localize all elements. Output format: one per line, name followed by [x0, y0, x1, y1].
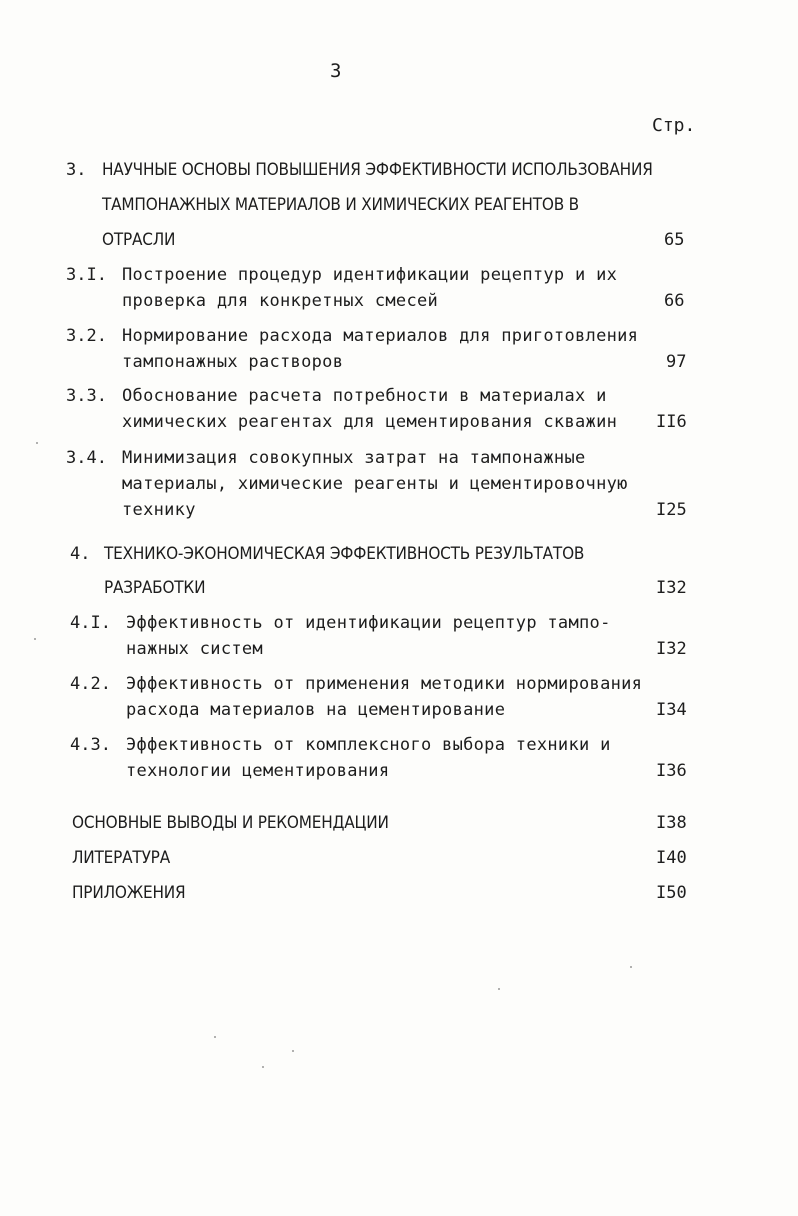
scan-speck — [630, 966, 632, 968]
scan-speck — [292, 1050, 294, 1052]
page-number: 3 — [330, 60, 342, 82]
toc-line: нажных систем — [126, 639, 263, 659]
toc-page: I50 — [656, 883, 687, 903]
toc-number: 3. — [66, 160, 87, 180]
toc-line: материалы, химические реагенты и цементировочную — [122, 474, 628, 494]
toc-line: Эффективность от комплексного выбора техники и — [126, 735, 611, 755]
toc-line: ПРИЛОЖЕНИЯ — [72, 883, 186, 903]
toc-page: 65 — [664, 230, 685, 250]
toc-page: 97 — [666, 352, 687, 372]
toc-line: НАУЧНЫЕ ОСНОВЫ ПОВЫШЕНИЯ ЭФФЕКТИВНОСТИ ИСПОЛЬЗОВАНИЯ — [102, 160, 653, 180]
scan-speck — [36, 442, 38, 444]
toc-page: I32 — [656, 639, 687, 659]
toc-line: ТАМПОНАЖНЫХ МАТЕРИАЛОВ И ХИМИЧЕСКИХ РЕАГЕНТОВ В — [102, 195, 579, 215]
toc-number: 3.4. — [66, 448, 107, 468]
toc-number: 4. — [70, 544, 91, 564]
toc-page: I36 — [656, 761, 687, 781]
toc-line: проверка для конкретных смесей — [122, 291, 439, 311]
toc-page: I34 — [656, 700, 687, 720]
toc-line: технику — [122, 500, 196, 520]
toc-page: I40 — [656, 848, 687, 868]
toc-line: ТЕХНИКО-ЭКОНОМИЧЕСКАЯ ЭФФЕКТИВНОСТЬ РЕЗУЛЬТАТОВ — [104, 544, 585, 564]
toc-line: РАЗРАБОТКИ — [104, 578, 206, 598]
toc-line: Построение процедур идентификации рецептур и их — [122, 265, 618, 285]
scan-speck — [262, 1066, 264, 1068]
toc-page: 66 — [664, 291, 685, 311]
scan-speck — [498, 988, 500, 990]
toc-number: 4.I. — [70, 613, 111, 633]
toc-line: Обоснование расчета потребности в материалах и — [122, 386, 607, 406]
toc-line: химических реагентах для цементирования скважин — [122, 412, 618, 432]
toc-line: ЛИТЕРАТУРА — [72, 848, 170, 868]
toc-line: тампонажных растворов — [122, 352, 344, 372]
toc-line: расхода материалов на цементирование — [126, 700, 506, 720]
toc-number: 3.3. — [66, 386, 107, 406]
toc-page: I38 — [656, 813, 687, 833]
toc-line: Минимизация совокупных затрат на тампонажные — [122, 448, 586, 468]
toc-page: I32 — [656, 578, 687, 598]
scan-speck — [34, 638, 36, 640]
toc-line: Нормирование расхода материалов для приготовления — [122, 326, 639, 346]
scan-speck — [214, 1036, 216, 1038]
pages-column-label: Стр. — [652, 115, 696, 136]
toc-line: ОТРАСЛИ — [102, 230, 176, 250]
toc-line: технологии цементирования — [126, 761, 390, 781]
toc-line: ОСНОВНЫЕ ВЫВОДЫ И РЕКОМЕНДАЦИИ — [72, 813, 389, 833]
toc-number: 4.2. — [70, 674, 111, 694]
toc-page: I25 — [656, 500, 687, 520]
toc-number: 3.I. — [66, 265, 107, 285]
toc-line: Эффективность от применения методики нормирования — [126, 674, 643, 694]
toc-number: 3.2. — [66, 326, 107, 346]
toc-line: Эффективность от идентификации рецептур тампо- — [126, 613, 611, 633]
toc-page: II6 — [656, 412, 687, 432]
toc-number: 4.3. — [70, 735, 111, 755]
